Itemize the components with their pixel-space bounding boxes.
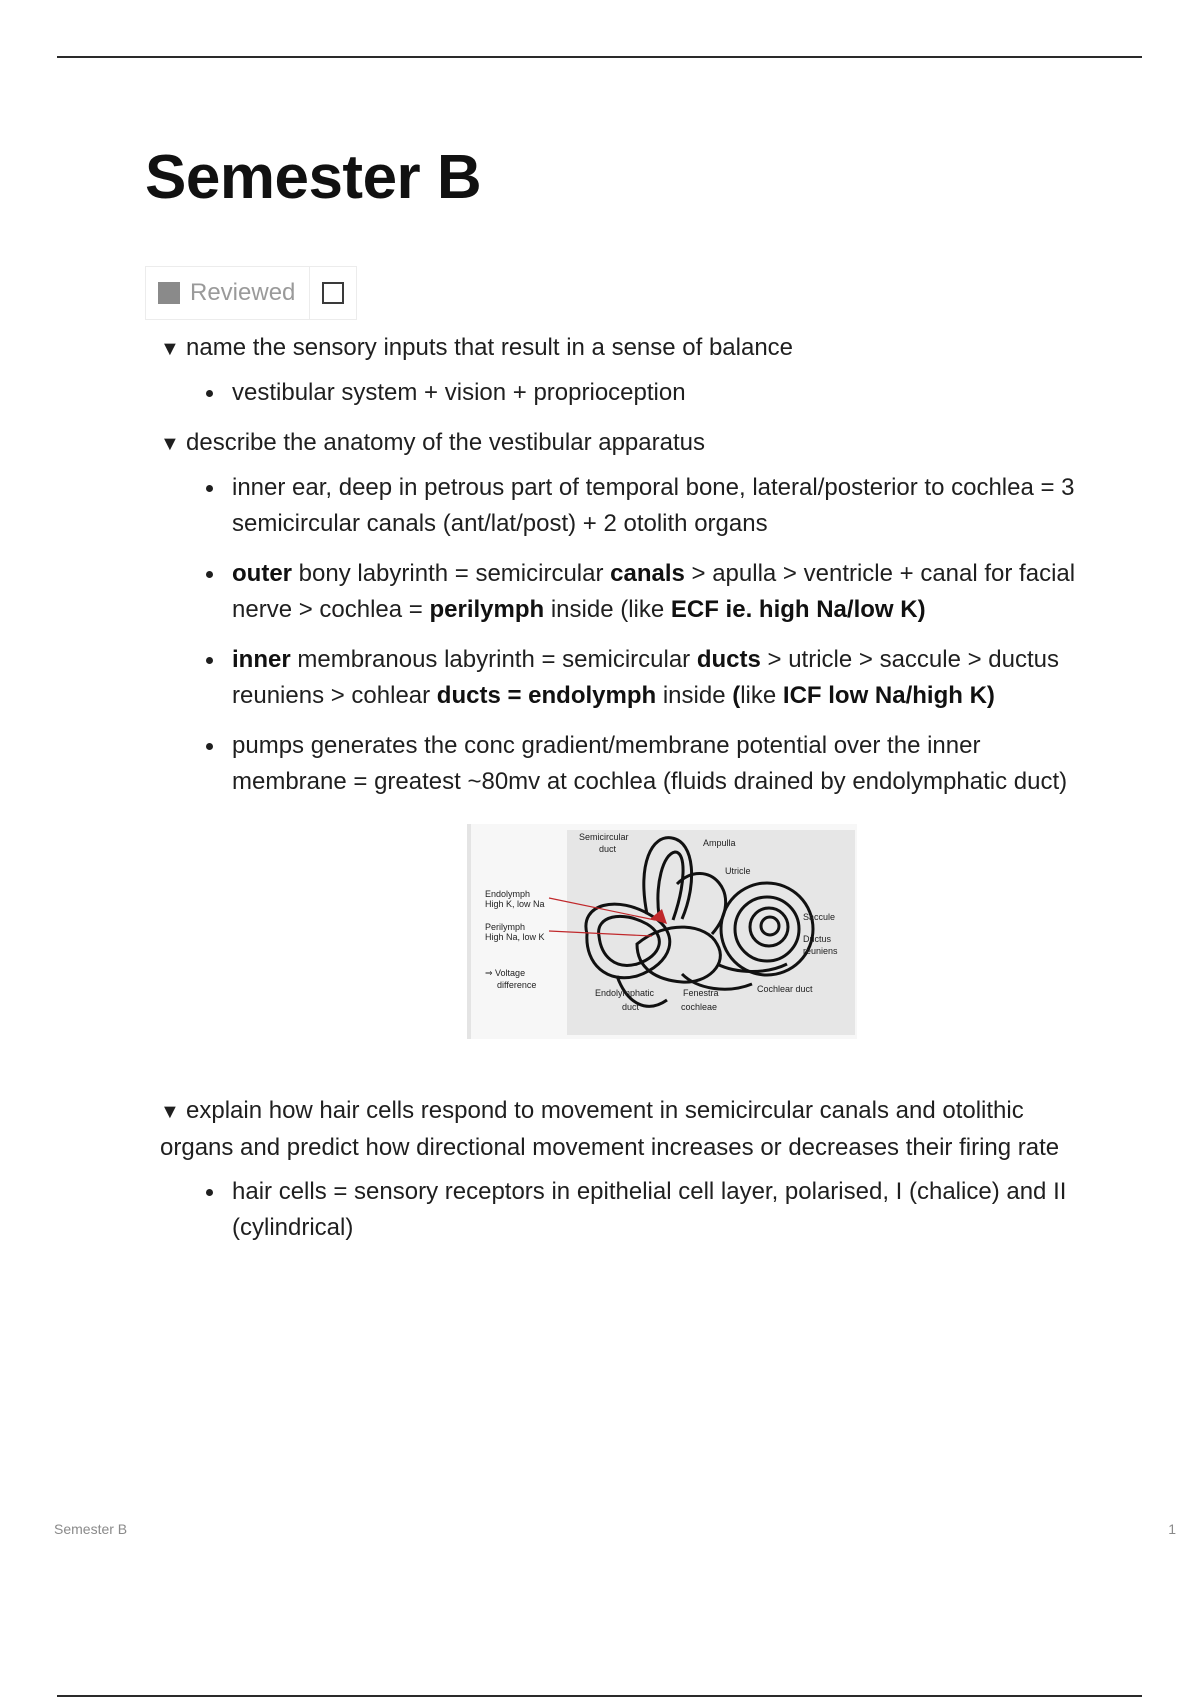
footer-page-number: 1 <box>1168 1521 1176 1537</box>
text-run: > apulla > ventricle + canal for facial nerve > cochlea = <box>232 560 1076 623</box>
text-run: membranous labyrinth = semicircular <box>290 646 697 673</box>
list-item: vestibular system + vision + proprioception <box>232 375 1100 411</box>
bold-text: ICF low Na/high K) <box>782 682 995 709</box>
label-difference: difference <box>497 980 537 990</box>
reviewed-value <box>310 267 356 319</box>
bold-text: outer <box>232 560 292 587</box>
footer-page-title: Semester B <box>54 1521 128 1537</box>
bullet-list <box>160 470 1100 800</box>
label-voltage: ⇒ Voltage <box>485 968 526 978</box>
toggle-header[interactable] <box>160 330 1100 367</box>
label-endolymphatic: Endolymphatic <box>595 988 655 998</box>
text-run: bony labyrinth = semicircular <box>292 560 611 587</box>
bottom-rule <box>57 1695 1142 1697</box>
page-content <box>160 330 1100 1260</box>
label-perilymph-ions: High Na, low K <box>485 932 545 942</box>
vestibular-apparatus-diagram <box>467 824 857 1039</box>
bold-text: perilymph <box>429 596 545 623</box>
label-cochlear-duct: Cochlear duct <box>757 984 813 994</box>
bold-text: ducts = endolymph <box>436 682 657 709</box>
bold-text: ECF ie. high Na/low K) <box>670 596 926 623</box>
reviewed-checkbox[interactable] <box>322 282 344 304</box>
page-title: Semester B <box>145 143 482 212</box>
checkbox-property-icon <box>158 282 180 304</box>
toggle-open-icon[interactable]: ▼ <box>160 1101 180 1123</box>
list-item <box>232 642 1100 714</box>
toggle-header[interactable] <box>160 1093 1100 1166</box>
toggle-open-icon[interactable]: ▼ <box>160 338 180 360</box>
list-item <box>232 556 1100 628</box>
top-rule <box>57 56 1142 58</box>
bold-text: canals <box>610 560 685 587</box>
reviewed-label: Reviewed <box>190 279 296 306</box>
figure <box>160 824 1100 1049</box>
label-endolymph: Endolymph <box>485 889 531 899</box>
list-item: hair cells = sensory receptors in epithelial cell layer, polarised, I (chalice) and II (cylindrical) <box>232 1174 1100 1246</box>
text-run: like <box>740 682 783 709</box>
toggle-open-icon[interactable]: ▼ <box>160 433 180 455</box>
bullet-list <box>160 375 1100 411</box>
label-semicircular: Semicircular <box>579 832 629 842</box>
label-fenestra: Fenestra <box>683 988 719 998</box>
text-run: > utricle > saccule > ductus reuniens > cohlear <box>232 646 1060 709</box>
label-ampulla: Ampulla <box>703 838 736 848</box>
label-semicircular-duct: duct <box>599 844 617 854</box>
bold-text: inner <box>232 646 291 673</box>
label-endolymphatic-duct: duct <box>622 1002 640 1012</box>
label-ductus: Ductus <box>803 934 832 944</box>
text-run: inside <box>656 682 733 709</box>
toggle-hair-cells <box>160 1093 1100 1246</box>
label-cochleae: cochleae <box>681 1002 718 1012</box>
properties-table <box>145 266 357 320</box>
label-utricle: Utricle <box>725 866 751 876</box>
bold-text: ( <box>732 682 741 709</box>
bullet-list <box>160 1174 1100 1246</box>
bold-text: ducts <box>696 646 761 673</box>
toggle-header[interactable] <box>160 425 1100 462</box>
label-reuniens: reuniens <box>803 946 838 956</box>
text-run: inside (like <box>544 596 671 623</box>
toggle-question: name the sensory inputs that result in a sense of balance <box>186 334 794 361</box>
label-perilymph: Perilymph <box>485 922 526 932</box>
toggle-vestibular-anatomy <box>160 425 1100 1049</box>
toggle-question: explain how hair cells respond to movement in semicircular canals and otolithic organs and predict how directional movement increases or decreases their firing rate <box>160 1097 1060 1161</box>
list-item: inner ear, deep in petrous part of temporal bone, lateral/posterior to cochlea = 3 semicircular canals (ant/lat/post) + 2 otolith organs <box>232 470 1100 542</box>
toggle-question: describe the anatomy of the vestibular apparatus <box>186 429 705 456</box>
reviewed-property <box>146 267 310 319</box>
toggle-balance-inputs <box>160 330 1100 411</box>
label-saccule: Saccule <box>803 912 836 922</box>
list-item: pumps generates the conc gradient/membrane potential over the inner membrane = greatest ~80mv at cochlea (fluids drained by endolymphatic duct) <box>232 728 1100 800</box>
label-endolymph-ions: High K, low Na <box>485 899 545 909</box>
